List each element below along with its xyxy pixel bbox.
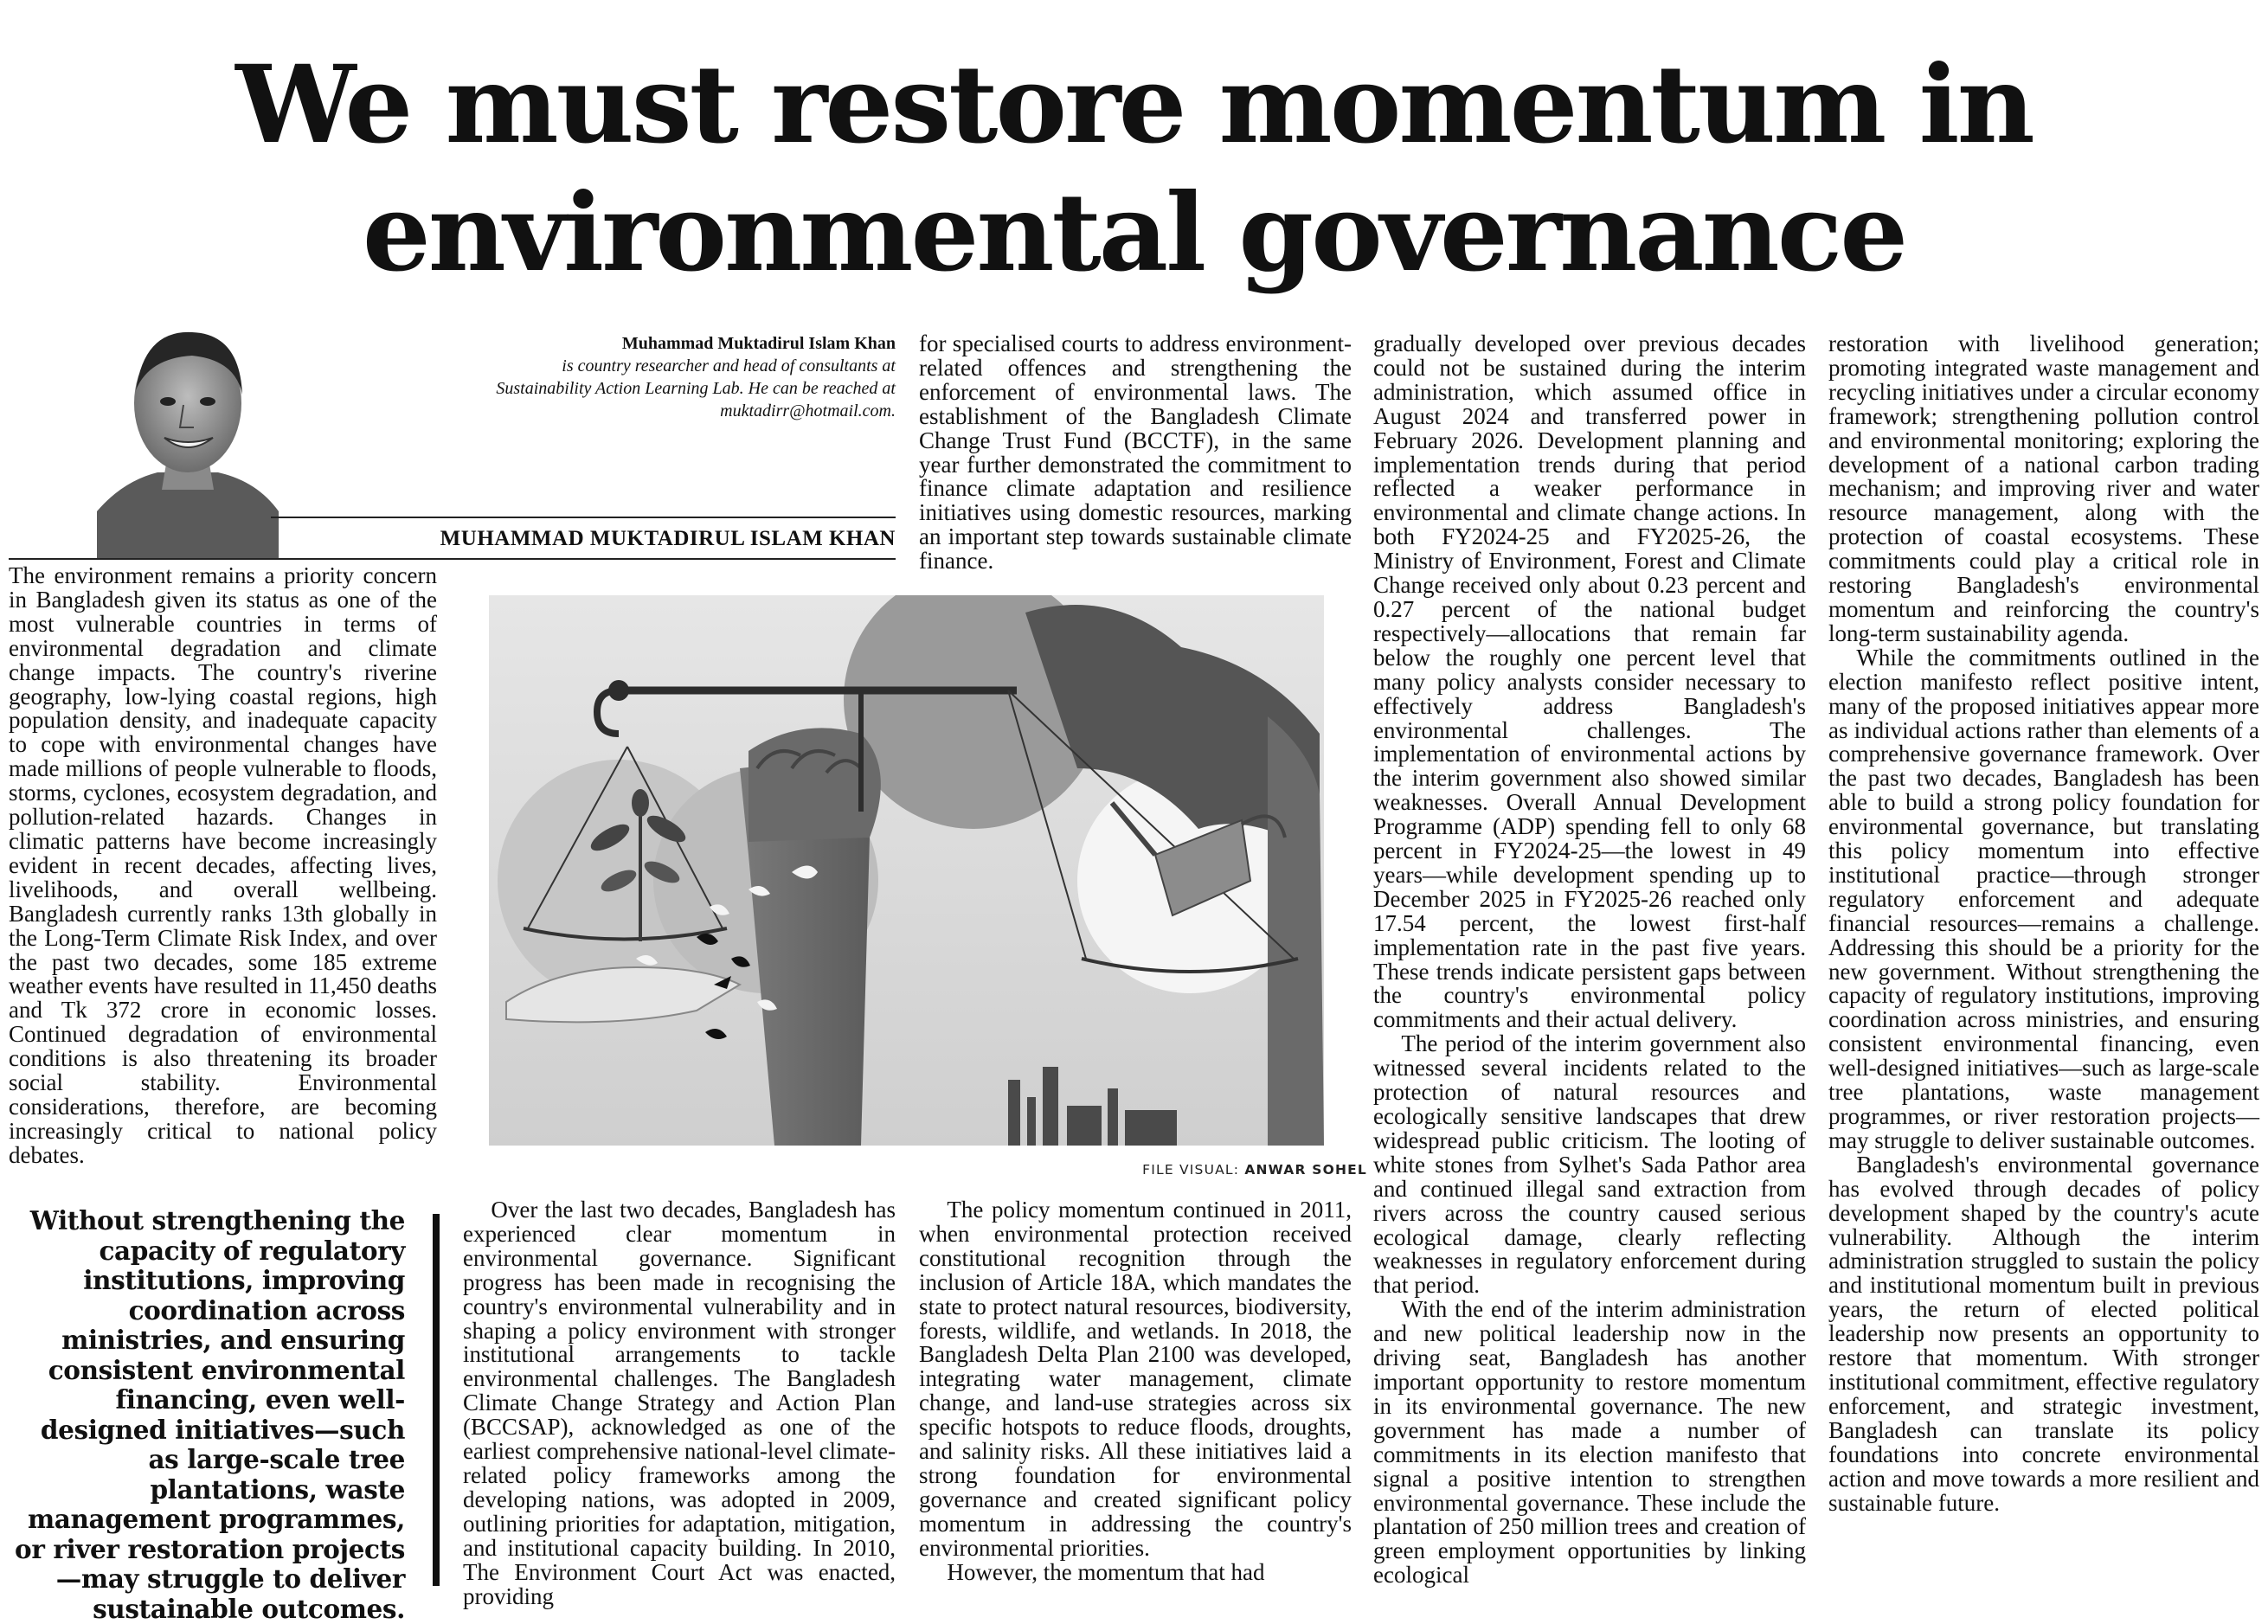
paragraph: The environment remains a priority concern in Bangladesh given its status as one of the most vulnerable countries in terms of environmental degradation and climate change impacts. The country's riverine geography, low-lying coastal regions, high population density, and inadequate capacity to cope with environmental changes have made millions of people vulnerable to floods, storms, cyclones, ecosystem degradation, and pollution-related hazards. Changes in climatic patterns have become increasingly evident in recent decades, affecting lives, livelihoods, and overall wellbeing. Bangladesh currently ranks 13th globally in the Long-Term Climate Risk Index, and over the past two decades, some 185 extreme weather events have resulted in 11,450 deaths and Tk 372 crore in economic losses. Continued degradation of environmental conditions is also threatening its broader social stability. Environmental considerations, therefore, are becoming increasingly critical to national policy debates.	[9, 562, 437, 1168]
column-1-body	[9, 564, 437, 1168]
paragraph: Over the last two decades, Bangladesh has experienced clear momentum in environmental governance. Significant progress has been made in recognising the country's environmental vulnerability and in shaping a policy environment with stronger institutional arrangements to tackle environmental challenges. The Bangladesh Climate Change Strategy and Action Plan (BCCSAP), acknowledged as one of the earliest comprehensive national-level climate-related policy frameworks among the developing nations, was adopted in 2009, outlining priorities for adaptation, mitigation, and institutional capacity building. In 2010, The Environment Court Act was enacted, providing	[463, 1197, 896, 1609]
section-divider	[9, 558, 896, 560]
illustration	[489, 595, 1324, 1146]
column-4-body	[1373, 332, 1806, 1588]
byline-bio-line: is country researcher and head of consultants at	[562, 356, 896, 376]
column-3-top-body	[919, 332, 1352, 574]
paragraph: gradually developed over previous decades could not be sustained during the interim administration, which assumed office in August 2024 and transferred power in February 2026. Development planning and implementation trends during that period reflected a weaker performance in environmental and climate change actions. In both FY2024-25 and FY2025-26, the Ministry of Environment, Forest and Climate Change received only about 0.23 percent and 0.27 percent of the national budget respectively—allocations that remain far below the roughly one percent level that many policy analysts consider necessary to effectively address Bangladesh's environmental challenges. The implementation of environmental actions by the interim government also showed similar weaknesses. Overall Annual Development Programme (ADP) spending fell to only 68 percent in FY2024-25—the lowest in 49 years—while development spending up to December 2025 in FY2025-26 reached only 17.54 percent, the lowest first-half implementation rate in the past five years. These trends indicate persistent gaps between the country's environmental policy commitments and their actual delivery.	[1373, 331, 1806, 1033]
byline-divider	[271, 517, 896, 518]
paragraph: for specialised courts to address environment-related offences and strengthening the enforcement of environmental laws. The establishment of the Bangladesh Climate Change Trust Fund (BCCTF), in the same year further demonstrated the commitment to finance climate adaptation and resilience initiatives using domestic resources, marking an important step towards sustainable climate finance.	[919, 331, 1352, 574]
paragraph: With the end of the interim administration and new political leadership now in the driving seat, Bangladesh has another important opportunity to restore momentum in its environmental governance. The new government has made a number of commitments in its election manifesto that signal a positive intention to strengthen environmental governance. These include the plantation of 250 million trees and creation of green employment opportunities by linking ecological	[1373, 1296, 1806, 1589]
paragraph: restoration with livelihood generation; promoting integrated waste management and recycling initiatives under a circular economy framework; strengthening pollution control and environmental monitoring; exploring the development of a national carbon trading mechanism; and improving river and water resource management, along with the protection of coastal ecosystems. These commitments could play a critical role in restoring Bangladesh's environmental momentum and reinforcing the country's long-term sustainability agenda.	[1828, 331, 2259, 646]
paragraph: However, the momentum that had	[947, 1558, 1265, 1585]
caption-prefix: FILE VISUAL:	[1142, 1162, 1240, 1178]
byline-name: Muhammad Muktadirul Islam Khan	[621, 334, 896, 353]
byline-email: muktadirr@hotmail.com.	[720, 401, 896, 420]
author-portrait	[97, 308, 279, 559]
author-name-caps: MUHAMMAD MUKTADIRUL ISLAM KHAN	[440, 527, 896, 550]
column-2-body	[463, 1198, 896, 1608]
image-caption	[952, 1162, 1367, 1178]
caption-credit: ANWAR SOHEL	[1244, 1162, 1367, 1178]
paragraph: While the commitments outlined in the election manifesto reflect positive intent, many of the proposed initiatives appear more as individual actions rather than elements of a comprehensive governance framework. Over the past two decades, Bangladesh has been able to build a strong policy foundation for environmental governance, but translating this policy momentum into effective institutional practice—through stronger regulatory enforcement and adequate financial resources—remains a challenge. Addressing this should be a priority for the new government. Without strengthening the capacity of regulatory institutions, improving coordination across ministries, and ensuring consistent environmental financing, even well-designed initiatives—such as large-scale tree plantations, waste management programmes, or river restoration projects—may struggle to deliver sustainable outcomes.	[1828, 644, 2259, 1153]
byline-bio	[329, 355, 896, 422]
column-3-bottom-body	[919, 1198, 1352, 1585]
paragraph: The policy momentum continued in 2011, when environmental protection received constitutional recognition through the inclusion of Article 18A, which mandates the state to protect natural resources, biodiversity, forests, wildlife, and wetlands. In 2018, the Bangladesh Delta Plan 2100 was developed, integrating water management, climate change, and land-use strategies across six specific hotspots to reduce floods, droughts, and salinity risks. All these initiatives laid a strong foundation for environmental governance and created significant policy momentum in addressing the country's environmental priorities.	[919, 1197, 1352, 1561]
byline-bio-line: Sustainability Action Learning Lab. He can be reached at	[496, 379, 896, 398]
pull-quote: Without strengthening the capacity of regulatory institutions, improving coordination across ministries, and ensuring consistent environmental financing, even well-designed initiatives—such as large-scale tree plantations, waste management programmes, or river restoration projects—may struggle to deliver sustainable outcomes.	[15, 1205, 405, 1624]
headline	[0, 42, 2268, 298]
paragraph: Bangladesh's environmental governance has evolved through decades of policy development shaped by the country's acute vulnerability. Although the interim administration struggled to sustain the policy and institutional momentum built in previous years, the return of elected political leadership now presents an opportunity to restore that momentum. With stronger institutional commitment, effective regulatory enforcement, and strategic investment, Bangladesh can translate its policy foundations into concrete environmental action and move towards a more resilient and sustainable future.	[1828, 1151, 2259, 1516]
column-5-body	[1828, 332, 2259, 1515]
headline-line-1: We must restore momentum in	[235, 42, 2033, 168]
pull-quote-bar	[433, 1214, 440, 1586]
paragraph: The period of the interim government also witnessed several incidents related to the protection of natural resources and ecologically sensitive landscapes that drew widespread public criticism. The looting of white stones from Sylhet's Sada Pathor area and continued illegal sand extraction from rivers across the country caused serious ecological damage, clearly reflecting weaknesses in regulatory enforcement during that period.	[1373, 1030, 1806, 1299]
headline-line-2: environmental governance	[362, 170, 1906, 296]
